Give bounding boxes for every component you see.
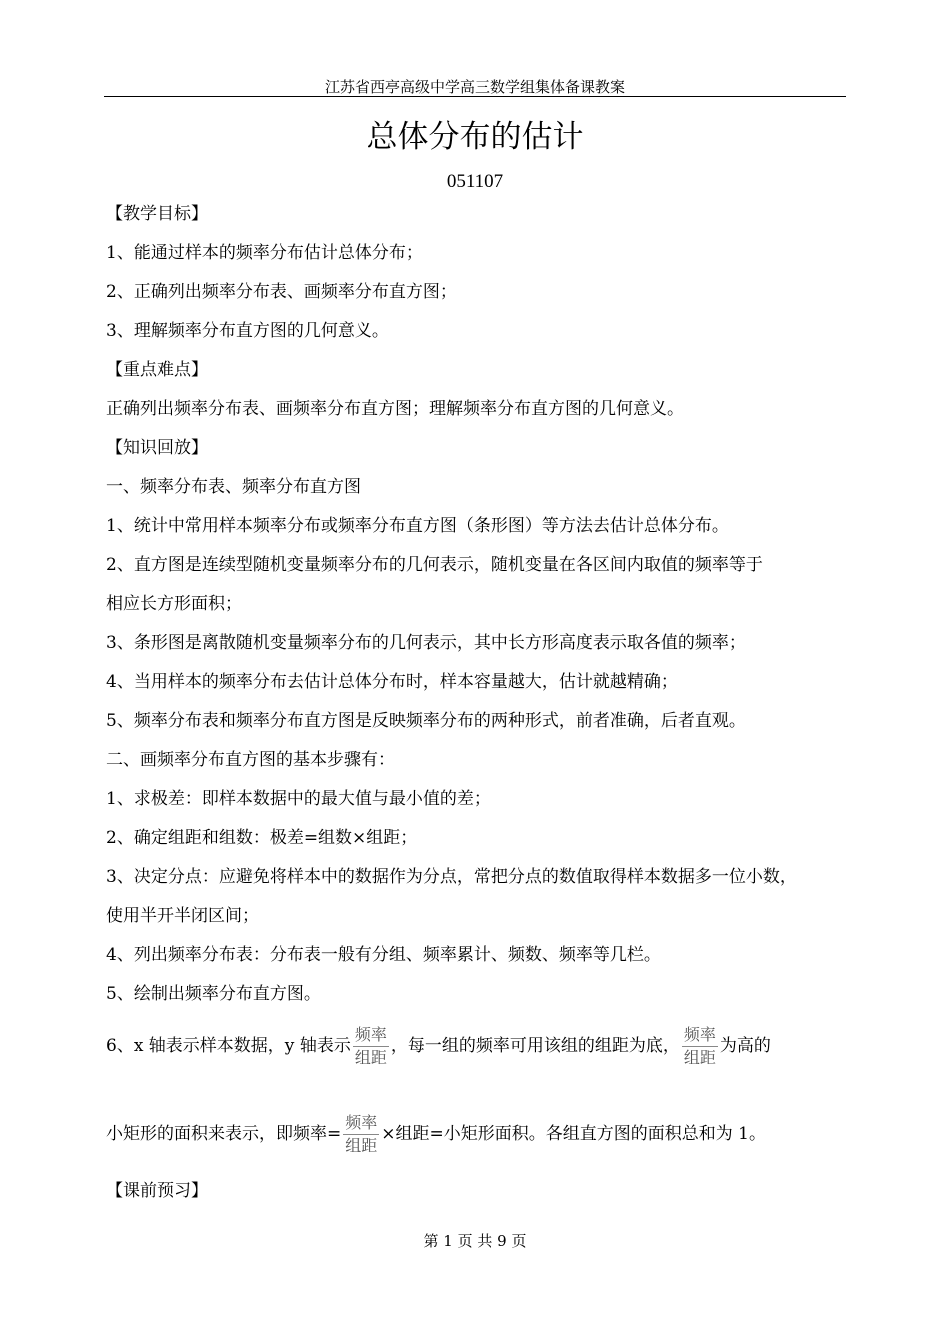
objective-item: 3、理解频率分布直方图的几何意义。	[106, 321, 389, 341]
fraction-denominator: 组距	[345, 1136, 378, 1155]
step-6-text: ×组距=小矩形面积。各组直方图的面积总和为 1。	[381, 1124, 766, 1144]
step-6-line-2	[106, 1112, 852, 1157]
page-footer: 第 1 页 共 9 页	[423, 1232, 527, 1250]
step-item: 2、确定组距和组数：极差=组数×组距；	[106, 828, 418, 848]
key-points-text: 正确列出频率分布表、画频率分布直方图；理解频率分布直方图的几何意义。	[106, 399, 684, 419]
fraction-frequency-over-class-width	[343, 1112, 379, 1157]
step-item: 5、绘制出频率分布直方图。	[106, 984, 321, 1004]
fraction-denominator: 组距	[354, 1048, 387, 1067]
review-item: 3、条形图是离散随机变量频率分布的几何表示，其中长方形高度表示取各值的频率；	[106, 633, 746, 653]
step-6-text: 小矩形的面积来表示，即频率=	[106, 1124, 342, 1144]
step-item: 3、决定分点：应避免将样本中的数据作为分点，常把分点的数值取得样本数据多一位小数，	[106, 867, 797, 887]
section-heading-key-points: 【重点难点】	[106, 360, 208, 380]
document-title: 总体分布的估计	[366, 119, 584, 155]
subsection-heading: 二、画频率分布直方图的基本步骤有：	[106, 750, 395, 770]
step-6-line-1	[106, 1024, 852, 1069]
fraction-frequency-over-class-width	[353, 1024, 389, 1069]
step-6-text: ，每一组的频率可用该组的组距为底，	[390, 1036, 680, 1056]
step-item-continuation: 使用半开半闭区间；	[106, 906, 259, 926]
step-item: 4、列出频率分布表：分布表一般有分组、频率累计、频数、频率等几栏。	[106, 945, 661, 965]
step-6-text: 6、x 轴表示样本数据，y 轴表示	[106, 1036, 351, 1056]
review-item-continuation: 相应长方形面积；	[106, 594, 242, 614]
objective-item: 2、正确列出频率分布表、画频率分布直方图；	[106, 282, 457, 302]
review-item: 5、频率分布表和频率分布直方图是反映频率分布的两种形式，前者准确，后者直观。	[106, 711, 746, 731]
subsection-heading: 一、频率分布表、频率分布直方图	[106, 477, 361, 497]
fraction-frequency-over-class-width	[682, 1024, 718, 1069]
fraction-numerator: 频率	[354, 1025, 387, 1044]
fraction-numerator: 频率	[345, 1113, 378, 1132]
objective-item: 1、能通过样本的频率分布估计总体分布；	[106, 243, 423, 263]
document-code: 051107	[446, 171, 504, 192]
review-item: 4、当用样本的频率分布去估计总体分布时，样本容量越大，估计就越精确；	[106, 672, 678, 692]
review-item: 1、统计中常用样本频率分布或频率分布直方图（条形图）等方法去估计总体分布。	[106, 516, 729, 536]
step-6-text: 为高的	[719, 1036, 771, 1056]
page-header-title: 江苏省西亭高级中学高三数学组集体备课教案	[324, 78, 625, 96]
fraction-numerator: 频率	[683, 1025, 716, 1044]
header-divider	[104, 96, 846, 97]
section-heading-preview: 【课前预习】	[106, 1181, 208, 1201]
document-body	[106, 195, 852, 1014]
review-item: 2、直方图是连续型随机变量频率分布的几何表示，随机变量在各区间内取值的频率等于	[106, 555, 763, 575]
fraction-denominator: 组距	[683, 1048, 716, 1067]
step-item: 1、求极差：即样本数据中的最大值与最小值的差；	[106, 789, 491, 809]
section-heading-review: 【知识回放】	[106, 438, 208, 458]
section-heading-objectives: 【教学目标】	[106, 204, 208, 224]
